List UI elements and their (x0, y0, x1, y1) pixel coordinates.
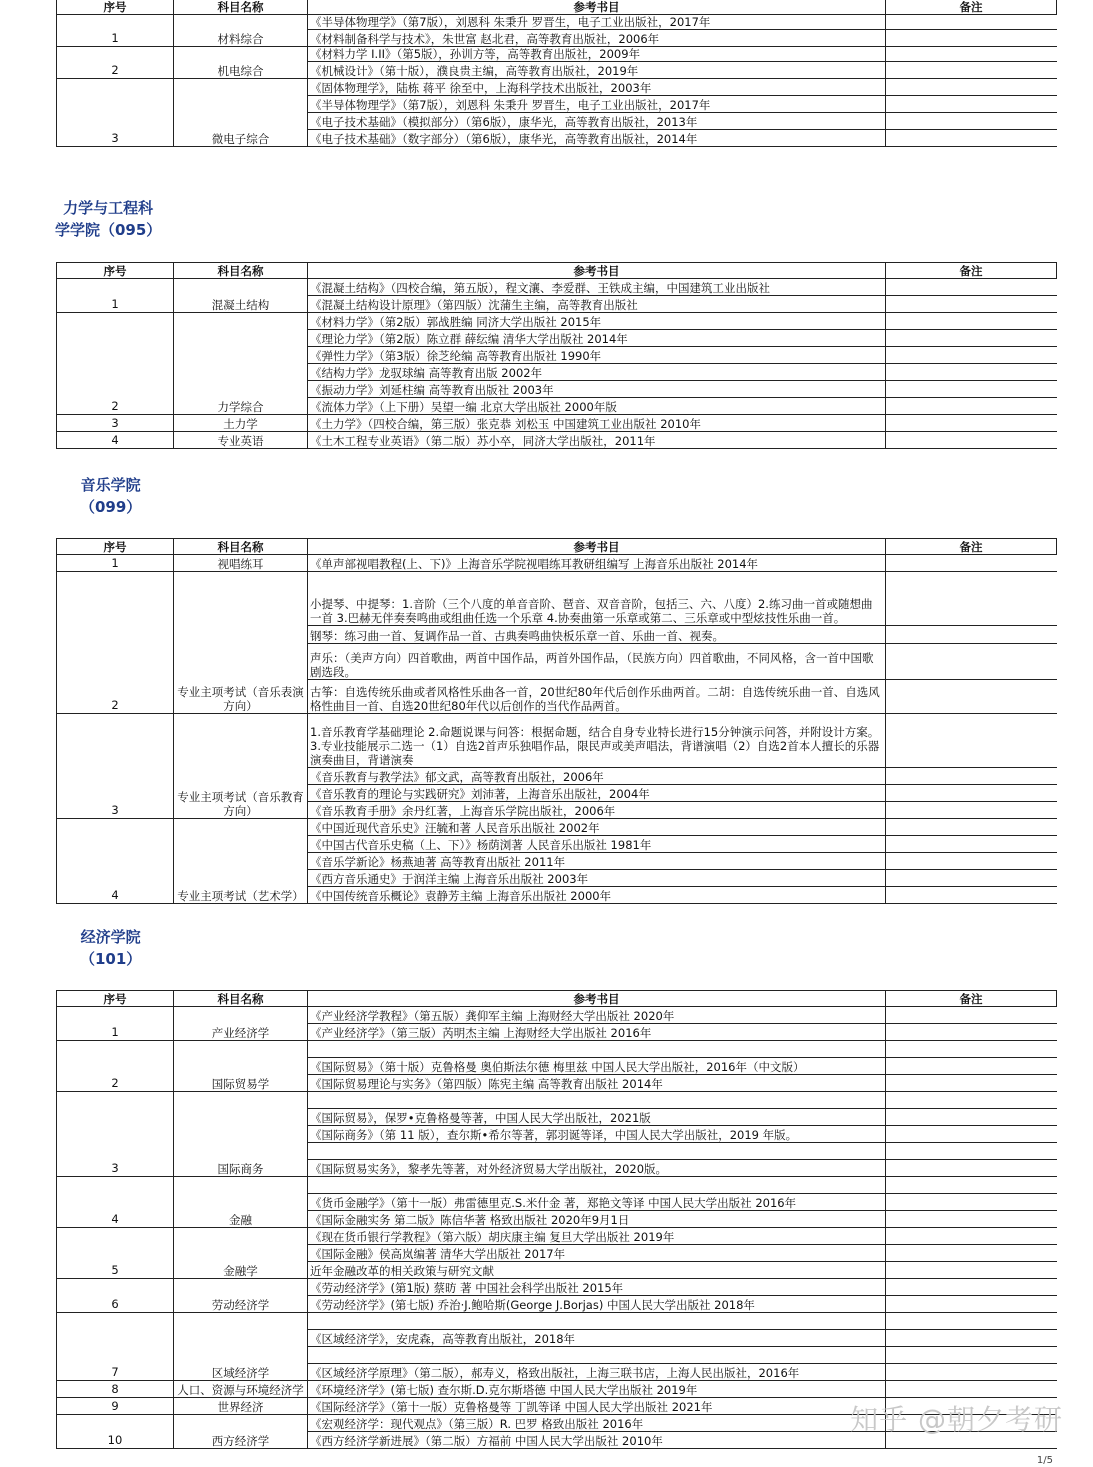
book-blank (308, 1177, 886, 1194)
book-entry: 《音乐学新论》杨燕迪著 高等教育出版社 2011年 (308, 853, 886, 870)
reference-table (56, 538, 1057, 904)
header-no: 序号 (57, 0, 174, 15)
remark-cell (886, 836, 1057, 853)
remark-cell (886, 1262, 1057, 1279)
remark-cell (886, 1058, 1057, 1075)
row-number: 5 (57, 1228, 174, 1279)
table-row (57, 714, 1057, 768)
book-entry: 《环境经济学》(第七版) 查尔斯.D.克尔斯塔德 中国人民大学出版社 2019年 (308, 1381, 886, 1398)
remark-cell (886, 313, 1057, 330)
reference-table (56, 262, 1057, 449)
book-entry: 《电子技术基础》（数字部分）（第6版），康华光，高等教育出版社，2014年 (308, 130, 886, 147)
header-books: 参考书目 (308, 991, 886, 1007)
subject-name: 金融学 (174, 1228, 308, 1279)
book-entry: 《材料制备科学与技术》，朱世富 赵北君，高等教育出版社，2006年 (308, 30, 886, 47)
remark-cell (886, 680, 1057, 714)
row-number: 3 (57, 415, 174, 432)
remark-cell (886, 644, 1057, 680)
header-books: 参考书目 (308, 0, 886, 15)
row-number: 10 (57, 1415, 174, 1449)
header-subject: 科目名称 (174, 0, 308, 15)
book-blank (308, 1313, 886, 1330)
remark-cell (886, 30, 1057, 47)
book-entry: 《国际商务》（第 11 版），查尔斯•希尔等著，郭羽诞等译，中国人民大学出版社，2019 年版。 (308, 1126, 886, 1143)
book-entry: 《现在货币银行学教程》（第六版）胡庆康主编 复旦大学出版社 2019年 (308, 1228, 886, 1245)
subject-name: 微电子综合 (174, 79, 308, 147)
table-row (57, 1092, 1057, 1109)
header-no: 序号 (57, 991, 174, 1007)
header-no: 序号 (57, 539, 174, 555)
remark-cell (886, 1347, 1057, 1364)
remark-cell (886, 1194, 1057, 1211)
remark-cell (886, 296, 1057, 313)
subject-name: 机电综合 (174, 47, 308, 79)
remark-cell (886, 1075, 1057, 1092)
remark-cell (886, 1109, 1057, 1126)
remark-cell (886, 853, 1057, 870)
subject-name: 混凝土结构 (174, 279, 308, 313)
header-books: 参考书目 (308, 263, 886, 279)
book-entry: 《土力学》（四校合编，第三版）张克恭 刘松玉 中国建筑工业出版社 2010年 (308, 415, 886, 432)
row-number: 2 (57, 313, 174, 415)
reference-table (56, 990, 1057, 1449)
header-remark: 备注 (886, 0, 1057, 15)
table-row (57, 555, 1057, 572)
remark-cell (886, 330, 1057, 347)
row-number: 1 (57, 555, 174, 572)
table-row (57, 1177, 1057, 1194)
book-entry: 《混凝土结构设计原理》（第四版）沈蒲生主编，高等教育出版社 (308, 296, 886, 313)
row-number: 9 (57, 1398, 174, 1415)
book-entry: 《国际贸易》（第十版）克鲁格曼 奥伯斯法尔德 梅里兹 中国人民大学出版社，2016年（中文版） (308, 1058, 886, 1075)
book-entry: 《电子技术基础》（模拟部分）（第6版），康华光，高等教育出版社，2013年 (308, 113, 886, 130)
remark-cell (886, 96, 1057, 113)
book-entry: 《音乐教育手册》余丹红著，上海音乐学院出版社，2006年 (308, 802, 886, 819)
remark-cell (886, 802, 1057, 819)
row-number: 4 (57, 819, 174, 904)
book-entry: 《产业经济学教程》（第五版）龚仰军主编 上海财经大学出版社 2020年 (308, 1007, 886, 1024)
subject-name: 专业英语 (174, 432, 308, 449)
remark-cell (886, 1126, 1057, 1143)
remark-cell (886, 1177, 1057, 1194)
table-row (57, 432, 1057, 449)
remark-cell (886, 870, 1057, 887)
department-title (55, 197, 161, 241)
subject-name: 视唱练耳 (174, 555, 308, 572)
book-blank (308, 1347, 886, 1364)
book-entry: 《产业经济学》（第三版）芮明杰主编 上海财经大学出版社 2016年 (308, 1024, 886, 1041)
book-entry: 《区域经济学原理》（第二版），郝寿义，格致出版社，上海三联书店，上海人民出版社，2016年 (308, 1364, 886, 1381)
department-title (80, 926, 141, 970)
row-number: 1 (57, 1007, 174, 1041)
subject-name: 区域经济学 (174, 1313, 308, 1381)
table-row (57, 819, 1057, 836)
book-entry: 《中国古代音乐史稿（上、下）》杨荫浏著 人民音乐出版社 1981年 (308, 836, 886, 853)
book-entry: 《音乐教育与教学法》郁文武，高等教育出版社，2006年 (308, 768, 886, 785)
table-row (57, 1007, 1057, 1024)
row-number: 8 (57, 1381, 174, 1398)
row-number: 3 (57, 1092, 174, 1177)
header-subject: 科目名称 (174, 263, 308, 279)
table-row (57, 279, 1057, 296)
remark-cell (886, 415, 1057, 432)
remark-cell (886, 398, 1057, 415)
table-row (57, 79, 1057, 96)
remark-cell (886, 47, 1057, 62)
remark-cell (886, 1279, 1057, 1296)
book-entry: 1.音乐教育学基础理论 2.命题说课与问答：根据命题，结合自身专业特长进行15分钟演示问答，并附设计方案。3.专业技能展示二选一（1）自选2首声乐独唱作品，限民声或美声唱法，背谱演唱（2）自选2首本人擅长的乐器演奏曲目，背谱演奏 (308, 714, 886, 768)
subject-name: 西方经济学 (174, 1415, 308, 1449)
book-entry: 声乐：（美声方向）四首歌曲，两首中国作品，两首外国作品，（民族方向）四首歌曲，不同风格，含一首中国歌剧选段。 (308, 644, 886, 680)
book-entry: 《国际金融实务 第二版》陈信华著 格致出版社 2020年9月1日 (308, 1211, 886, 1228)
book-entry: 《流体力学》（上下册）吴望一编 北京大学出版社 2000年版 (308, 398, 886, 415)
remark-cell (886, 1160, 1057, 1177)
book-entry: 近年金融改革的相关政策与研究文献 (308, 1262, 886, 1279)
remark-cell (886, 572, 1057, 626)
subject-name: 专业主项考试（音乐表演方向） (174, 572, 308, 714)
remark-cell (886, 347, 1057, 364)
table-row (57, 47, 1057, 62)
remark-cell (886, 626, 1057, 644)
book-entry: 《国际经济学》（第十一版）克鲁格曼等 丁凯等译 中国人民大学出版社 2021年 (308, 1398, 886, 1415)
row-number: 2 (57, 1041, 174, 1092)
book-blank (308, 1041, 886, 1058)
book-entry: 《结构力学》龙驭球编 高等教育出版 2002年 (308, 364, 886, 381)
row-number: 6 (57, 1279, 174, 1313)
department-title-line: 学学院（095） (55, 221, 162, 239)
table-row (57, 1381, 1057, 1398)
book-entry: 《国际贸易》，保罗•克鲁格曼等著，中国人民大学出版社，2021版 (308, 1109, 886, 1126)
header-no: 序号 (57, 263, 174, 279)
table-header-row (57, 263, 1057, 279)
remark-cell (886, 1381, 1057, 1398)
remark-cell (886, 279, 1057, 296)
header-remark: 备注 (886, 263, 1057, 279)
watermark: 知乎 @朝夕考研 (850, 1403, 1063, 1436)
book-blank (308, 1092, 886, 1109)
book-entry: 《中国传统音乐概论》袁静芳主编 上海音乐出版社 2000年 (308, 887, 886, 904)
remark-cell (886, 1364, 1057, 1381)
header-remark: 备注 (886, 539, 1057, 555)
remark-cell (886, 1007, 1057, 1024)
subject-name: 材料综合 (174, 15, 308, 47)
remark-cell (886, 1228, 1057, 1245)
remark-cell (886, 1041, 1057, 1058)
book-entry: 《单声部视唱教程(上、下)》上海音乐学院视唱练耳教研组编写 上海音乐出版社 2014年 (308, 555, 886, 572)
table-row (57, 1313, 1057, 1330)
remark-cell (886, 887, 1057, 904)
remark-cell (886, 768, 1057, 785)
remark-cell (886, 819, 1057, 836)
book-blank (308, 1143, 886, 1160)
remark-cell (886, 714, 1057, 768)
remark-cell (886, 79, 1057, 96)
remark-cell (886, 130, 1057, 147)
remark-cell (886, 1092, 1057, 1109)
book-entry: 古筝：自选传统乐曲或者风格性乐曲各一首，20世纪80年代后创作乐曲两首。二胡：自选传统乐曲一首、自选风格性曲目一首、自选20世纪80年代以后创作的当代作品两首。 (308, 680, 886, 714)
subject-name: 世界经济 (174, 1398, 308, 1415)
book-entry: 《西方音乐通史》于润洋主编 上海音乐出版社 2003年 (308, 870, 886, 887)
book-entry: 《固体物理学》，陆栋 蒋平 徐至中，上海科学技术出版社，2003年 (308, 79, 886, 96)
remark-cell (886, 364, 1057, 381)
department-title-line: 经济学院 (80, 928, 141, 946)
row-number: 4 (57, 432, 174, 449)
header-subject: 科目名称 (174, 539, 308, 555)
remark-cell (886, 15, 1057, 30)
book-entry: 《劳动经济学》(第1版) 蔡昉 著 中国社会科学出版社 2015年 (308, 1279, 886, 1296)
book-entry: 《材料力学 I.II》（第5版），孙训方等，高等教育出版社，2009年 (308, 47, 886, 62)
book-entry: 《宏观经济学：现代观点》（第三版）R. 巴罗 格致出版社 2016年 (308, 1415, 886, 1432)
book-entry: 《西方经济学新进展》（第二版）方福前 中国人民大学出版社 2010年 (308, 1432, 886, 1449)
book-entry: 《半导体物理学》（第7版），刘恩科 朱秉升 罗晋生，电子工业出版社，2017年 (308, 96, 886, 113)
book-entry: 《国际贸易理论与实务》（第四版）陈宪主编 高等教育出版社 2014年 (308, 1075, 886, 1092)
remark-cell (886, 1245, 1057, 1262)
book-entry: 《劳动经济学》(第七版) 乔治·J.鲍哈斯(George J.Borjas) 中国人民大学出版社 2018年 (308, 1296, 886, 1313)
book-entry: 《半导体物理学》（第7版），刘恩科 朱秉升 罗晋生，电子工业出版社，2017年 (308, 15, 886, 30)
book-entry: 《音乐教育的理论与实践研究》刘沛著，上海音乐出版社，2004年 (308, 785, 886, 802)
table-header-row (57, 539, 1057, 555)
table-row (57, 415, 1057, 432)
table-row (57, 1279, 1057, 1296)
book-entry: 《土木工程专业英语》（第二版）苏小卒，同济大学出版社，2011年 (308, 432, 886, 449)
book-entry: 《振动力学》刘延柱编 高等教育出版社 2003年 (308, 381, 886, 398)
remark-cell (886, 1313, 1057, 1330)
page-number: 1/5 (1036, 1455, 1053, 1466)
row-number: 3 (57, 79, 174, 147)
row-number: 2 (57, 47, 174, 79)
remark-cell (886, 62, 1057, 79)
remark-cell (886, 113, 1057, 130)
table-row (57, 313, 1057, 330)
subject-name: 金融 (174, 1177, 308, 1228)
remark-cell (886, 1143, 1057, 1160)
remark-cell (886, 432, 1057, 449)
table-row (57, 572, 1057, 626)
remark-cell (886, 1024, 1057, 1041)
header-subject: 科目名称 (174, 991, 308, 1007)
book-entry: 《弹性力学》（第3版）徐芝纶编 高等教育出版社 1990年 (308, 347, 886, 364)
book-entry: 《区域经济学》，安虎森，高等教育出版社，2018年 (308, 1330, 886, 1347)
book-entry: 《混凝土结构》（四校合编，第五版），程文瀼、李爱群、王铁成主编，中国建筑工业出版社 (308, 279, 886, 296)
department-title-line: 力学与工程科 (63, 199, 154, 217)
remark-cell (886, 1211, 1057, 1228)
book-entry: 《机械设计》（第十版），濮良贵主编，高等教育出版社，2019年 (308, 62, 886, 79)
table-row (57, 1228, 1057, 1245)
table-row (57, 1041, 1057, 1058)
remark-cell (886, 785, 1057, 802)
department-title-line: 音乐学院 (80, 476, 141, 494)
row-number: 2 (57, 572, 174, 714)
book-entry: 钢琴：练习曲一首、复调作品一首、古典奏鸣曲快板乐章一首、乐曲一首、视奏。 (308, 626, 886, 644)
row-number: 7 (57, 1313, 174, 1381)
subject-name: 专业主项考试（音乐教育方向） (174, 714, 308, 819)
remark-cell (886, 1296, 1057, 1313)
book-entry: 《货币金融学》（第十一版）弗雷德里克.S.米什金 著，郑艳文等译 中国人民大学出版社 2016年 (308, 1194, 886, 1211)
subject-name: 劳动经济学 (174, 1279, 308, 1313)
row-number: 4 (57, 1177, 174, 1228)
subject-name: 人口、资源与环境经济学 (174, 1381, 308, 1398)
row-number: 3 (57, 714, 174, 819)
book-entry: 《材料力学》（第2版）郭战胜编 同济大学出版社 2015年 (308, 313, 886, 330)
book-entry: 《中国近现代音乐史》汪毓和著 人民音乐出版社 2002年 (308, 819, 886, 836)
book-entry: 《理论力学》（第2版）陈立群 薛纭编 清华大学出版社 2014年 (308, 330, 886, 347)
remark-cell (886, 555, 1057, 572)
book-entry: 小提琴、中提琴：1.音阶（三个八度的单音音阶、琶音、双音音阶，包括三、六、八度）2.练习曲一首或随想曲一首 3.巴赫无伴奏奏鸣曲或组曲任选一个乐章 4.协奏曲第一乐章或第二、三乐章或中型炫技性乐曲一首。 (308, 572, 886, 626)
row-number: 1 (57, 15, 174, 47)
department-title-line: （099） (80, 498, 142, 516)
subject-name: 土力学 (174, 415, 308, 432)
subject-name: 国际商务 (174, 1092, 308, 1177)
department-title-line: （101） (80, 950, 142, 968)
header-books: 参考书目 (308, 539, 886, 555)
table-header-row (57, 0, 1057, 15)
subject-name: 专业主项考试（艺术学） (174, 819, 308, 904)
subject-name: 产业经济学 (174, 1007, 308, 1041)
remark-cell (886, 381, 1057, 398)
row-number: 1 (57, 279, 174, 313)
header-remark: 备注 (886, 991, 1057, 1007)
subject-name: 国际贸易学 (174, 1041, 308, 1092)
subject-name: 力学综合 (174, 313, 308, 415)
book-entry: 《国际贸易实务》，黎孝先等著，对外经济贸易大学出版社，2020版。 (308, 1160, 886, 1177)
table-row (57, 15, 1057, 30)
reference-table (56, 0, 1057, 147)
department-title (80, 474, 141, 518)
table-header-row (57, 991, 1057, 1007)
book-entry: 《国际金融》侯高岚编著 清华大学出版社 2017年 (308, 1245, 886, 1262)
remark-cell (886, 1330, 1057, 1347)
